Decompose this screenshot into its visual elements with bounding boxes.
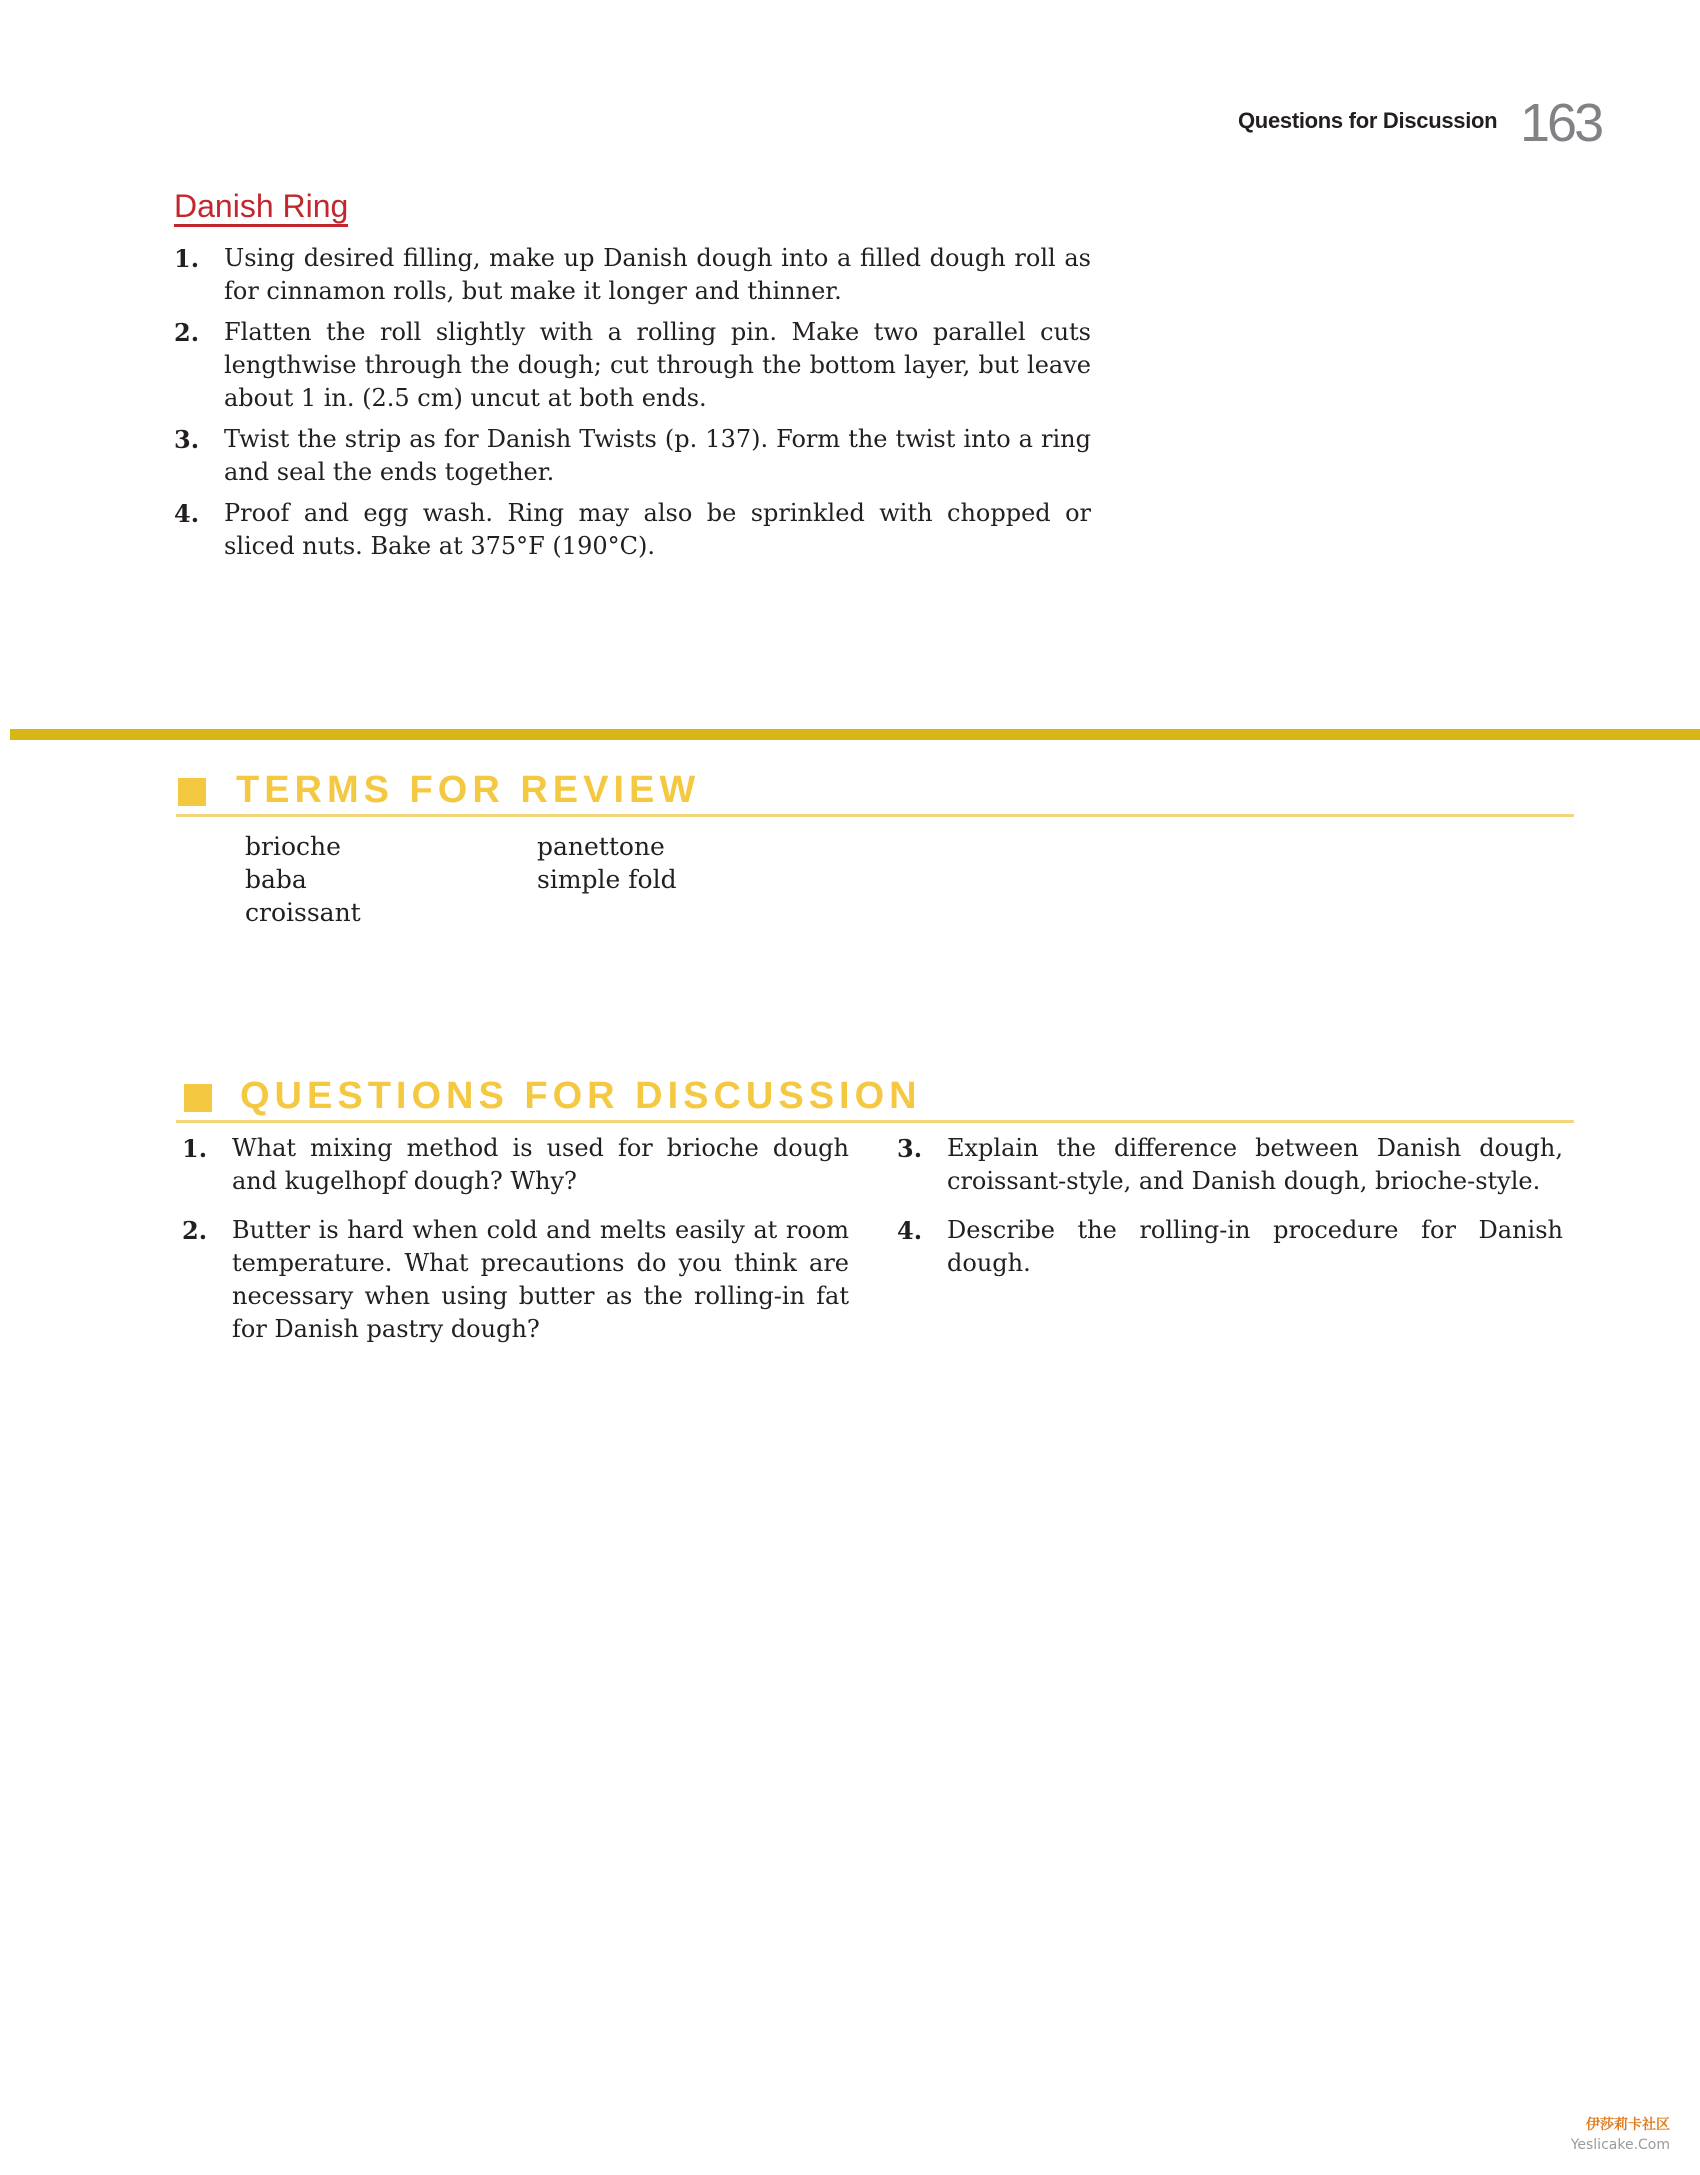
question-item [182, 1214, 849, 1346]
step-number: 1. [174, 244, 200, 273]
questions-column-left [182, 1132, 849, 1362]
square-bullet-icon [184, 1084, 212, 1112]
question-item [182, 1132, 849, 1198]
terms-column-2 [537, 830, 677, 896]
terms-column-1 [245, 830, 361, 929]
term-item: croissant [245, 898, 361, 927]
recipe-title: Danish Ring [174, 188, 348, 227]
question-item [897, 1214, 1563, 1280]
terms-section-heading [176, 766, 1574, 817]
question-number: 2. [182, 1216, 208, 1245]
step-number: 3. [174, 425, 200, 454]
recipe-step [174, 423, 1091, 489]
question-number: 4. [897, 1216, 923, 1245]
recipe-steps [174, 242, 1091, 571]
section-divider-band [10, 729, 1700, 740]
question-text: Describe the rolling-in procedure for Danish dough. [947, 1216, 1563, 1277]
recipe-step [174, 242, 1091, 308]
step-number: 4. [174, 499, 200, 528]
step-number: 2. [174, 318, 200, 347]
terms-heading-label: TERMS FOR REVIEW [236, 769, 701, 811]
question-number: 1. [182, 1134, 208, 1163]
watermark-chinese: 伊莎莉卡社区 [1586, 2117, 1670, 2133]
step-text: Twist the strip as for Danish Twists (p. 137). Form the twist into a ring and seal the ends together. [224, 425, 1091, 486]
term-item: panettone [537, 832, 665, 861]
question-number: 3. [897, 1134, 923, 1163]
questions-heading-label: QUESTIONS FOR DISCUSSION [240, 1075, 922, 1117]
step-text: Flatten the roll slightly with a rolling pin. Make two parallel cuts lengthwise through the dough; cut through the bottom layer, but leave about 1 in. (2.5 cm) uncut at both ends. [224, 318, 1091, 412]
term-item: simple fold [537, 865, 677, 894]
question-text: What mixing method is used for brioche dough and kugelhopf dough? Why? [232, 1134, 849, 1195]
question-text: Explain the difference between Danish dough, croissant-style, and Danish dough, brioche-style. [947, 1134, 1563, 1195]
step-text: Using desired filling, make up Danish dough into a filled dough roll as for cinnamon rolls, but make it longer and thinner. [224, 244, 1091, 305]
running-head: Questions for Discussion [1238, 108, 1498, 133]
site-watermark [1571, 2115, 1670, 2155]
square-bullet-icon [178, 778, 206, 806]
page-number: 163 [1520, 93, 1602, 153]
step-text: Proof and egg wash. Ring may also be sprinkled with chopped or sliced nuts. Bake at 375°F (190°C). [224, 499, 1091, 560]
questions-section-heading [176, 1072, 1574, 1123]
questions-column-right [897, 1132, 1563, 1296]
term-item: baba [245, 865, 307, 894]
question-text: Butter is hard when cold and melts easily at room temperature. What precautions do you think are necessary when using butter as the rolling-in fat for Danish pastry dough? [232, 1216, 849, 1343]
term-item: brioche [245, 832, 341, 861]
recipe-step [174, 497, 1091, 563]
question-item [897, 1132, 1563, 1198]
watermark-url: Yeslicake.Com [1570, 2137, 1670, 2153]
recipe-step [174, 316, 1091, 415]
